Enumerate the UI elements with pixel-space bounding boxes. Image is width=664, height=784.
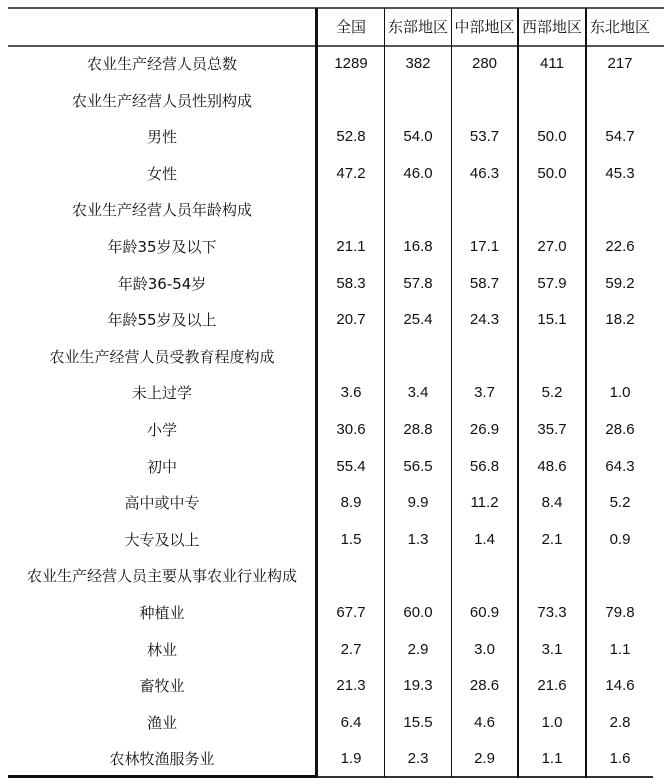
row-label: 林业 [146,640,177,659]
value-cell: 54.7 [605,128,635,146]
row-label: 未上过学 [131,384,192,403]
value-cell: 5.2 [541,384,563,402]
value-cell: 1.6 [609,750,631,768]
value-cell: 8.4 [541,494,563,512]
value-cell: 5.2 [609,494,631,512]
column-header: 全国 [335,18,366,36]
value-cell: 57.9 [537,274,567,292]
value-cell: 2.9 [407,640,429,658]
value-cell: 28.6 [469,677,500,695]
value-cell [385,339,451,375]
value-cell: 28.8 [403,421,433,438]
value-cell: 3.0 [474,640,495,658]
value-cell: 30.6 [336,421,366,438]
value-cell: 67.7 [336,604,366,621]
row-label: 年龄35岁及以下 [107,238,217,256]
row-label: 畜牧业 [139,677,185,696]
value-cell [318,83,384,119]
value-cell: 24.3 [469,311,500,329]
row-label: 男性 [146,128,177,147]
section-label: 农业生产经营人员受教育程度构成 [49,347,275,366]
value-cell: 1.1 [609,640,631,658]
value-cell: 6.4 [340,713,362,731]
value-cell [318,558,384,594]
value-cell: 79.8 [605,604,635,621]
value-cell [385,83,451,119]
row-label: 年龄55岁及以上 [107,311,217,330]
value-cell: 26.9 [469,421,500,438]
value-cell [519,558,585,594]
value-cell: 22.6 [605,238,635,255]
value-cell: 411 [540,55,564,72]
value-cell: 28.6 [605,421,635,438]
value-cell: 56.8 [469,457,500,475]
value-cell [587,558,653,594]
column-header: 东部地区 [387,18,448,36]
value-cell [519,339,585,375]
value-cell [385,192,451,228]
value-cell: 50.0 [537,164,567,182]
value-cell [452,192,517,228]
value-cell: 382 [405,55,431,72]
value-cell: 16.8 [403,238,433,255]
value-cell: 3.6 [340,384,362,402]
value-cell: 15.1 [537,311,567,329]
row-label: 初中 [146,457,177,476]
value-cell [587,83,653,119]
value-cell: 2.1 [541,530,563,548]
row-label: 农业生产经营人员总数 [86,55,237,73]
value-cell: 27.0 [537,238,567,255]
value-cell: 21.3 [336,677,366,695]
value-cell [452,83,517,119]
row-label: 女性 [146,164,177,183]
value-cell: 46.0 [403,164,433,182]
value-cell: 1289 [334,55,368,72]
row-label: 种植业 [139,604,185,622]
value-cell: 1.0 [541,713,563,731]
value-cell: 56.5 [403,457,433,475]
value-cell: 2.8 [609,713,631,731]
value-cell: 280 [471,55,498,72]
row-label: 年龄36-54岁 [117,274,207,293]
value-cell: 73.3 [537,604,567,621]
value-cell: 2.7 [340,640,362,658]
value-cell: 60.9 [469,604,500,621]
value-cell: 15.5 [403,713,433,731]
value-cell [452,558,517,594]
value-cell: 45.3 [605,164,635,182]
value-cell: 2.3 [407,750,429,768]
value-cell: 3.1 [541,640,563,658]
value-cell: 50.0 [537,128,567,146]
row-label: 小学 [146,421,177,439]
value-cell: 20.7 [336,311,366,329]
value-cell: 4.6 [474,713,495,731]
section-label: 农业生产经营人员主要从事农业行业构成 [26,567,297,586]
column-header: 中部地区 [454,18,515,36]
value-cell: 55.4 [336,457,366,475]
value-cell: 21.6 [537,677,567,695]
value-cell [385,558,451,594]
value-cell: 11.2 [470,494,499,512]
value-cell: 25.4 [403,311,433,329]
column-header: 西部地区 [521,18,582,36]
row-label: 高中或中专 [124,494,200,513]
value-cell: 1.4 [474,530,495,548]
value-cell: 48.6 [537,457,567,475]
value-cell: 217 [607,55,633,72]
value-cell: 1.9 [340,750,362,768]
value-cell: 9.9 [407,494,429,512]
value-cell: 1.1 [541,750,563,768]
value-cell: 3.7 [474,384,495,402]
value-cell: 18.2 [605,311,635,329]
value-cell [519,83,585,119]
value-cell: 46.3 [469,164,500,182]
section-label: 农业生产经营人员年龄构成 [71,201,252,220]
value-cell [318,339,384,375]
value-cell: 1.0 [609,384,631,402]
value-cell: 1.3 [407,530,429,548]
value-cell: 52.8 [336,128,366,146]
value-cell: 2.9 [474,750,495,768]
value-cell: 59.2 [605,274,635,292]
value-cell: 47.2 [336,164,366,182]
value-cell: 57.8 [403,274,433,292]
value-cell: 19.3 [403,677,433,695]
value-cell [519,192,585,228]
value-cell: 1.5 [340,530,362,548]
value-cell: 21.1 [336,238,366,255]
value-cell: 64.3 [605,457,635,475]
value-cell [587,192,653,228]
row-label: 渔业 [146,713,177,732]
value-cell: 35.7 [537,421,567,438]
value-cell: 17.1 [469,238,500,255]
value-cell [587,339,653,375]
column-header: 东北地区 [589,18,650,36]
value-cell: 58.7 [469,274,500,292]
value-cell [452,339,517,375]
value-cell: 54.0 [403,128,433,146]
value-cell: 14.6 [605,677,635,695]
value-cell: 0.9 [609,530,631,548]
value-cell: 3.4 [407,384,429,402]
value-cell: 8.9 [340,494,362,512]
row-label: 大专及以上 [124,530,200,549]
value-cell: 60.0 [403,604,433,621]
value-cell: 58.3 [336,274,366,292]
row-label: 农林牧渔服务业 [109,750,215,769]
value-cell [318,192,384,228]
section-label: 农业生产经营人员性别构成 [71,91,252,110]
value-cell: 53.7 [469,128,500,146]
